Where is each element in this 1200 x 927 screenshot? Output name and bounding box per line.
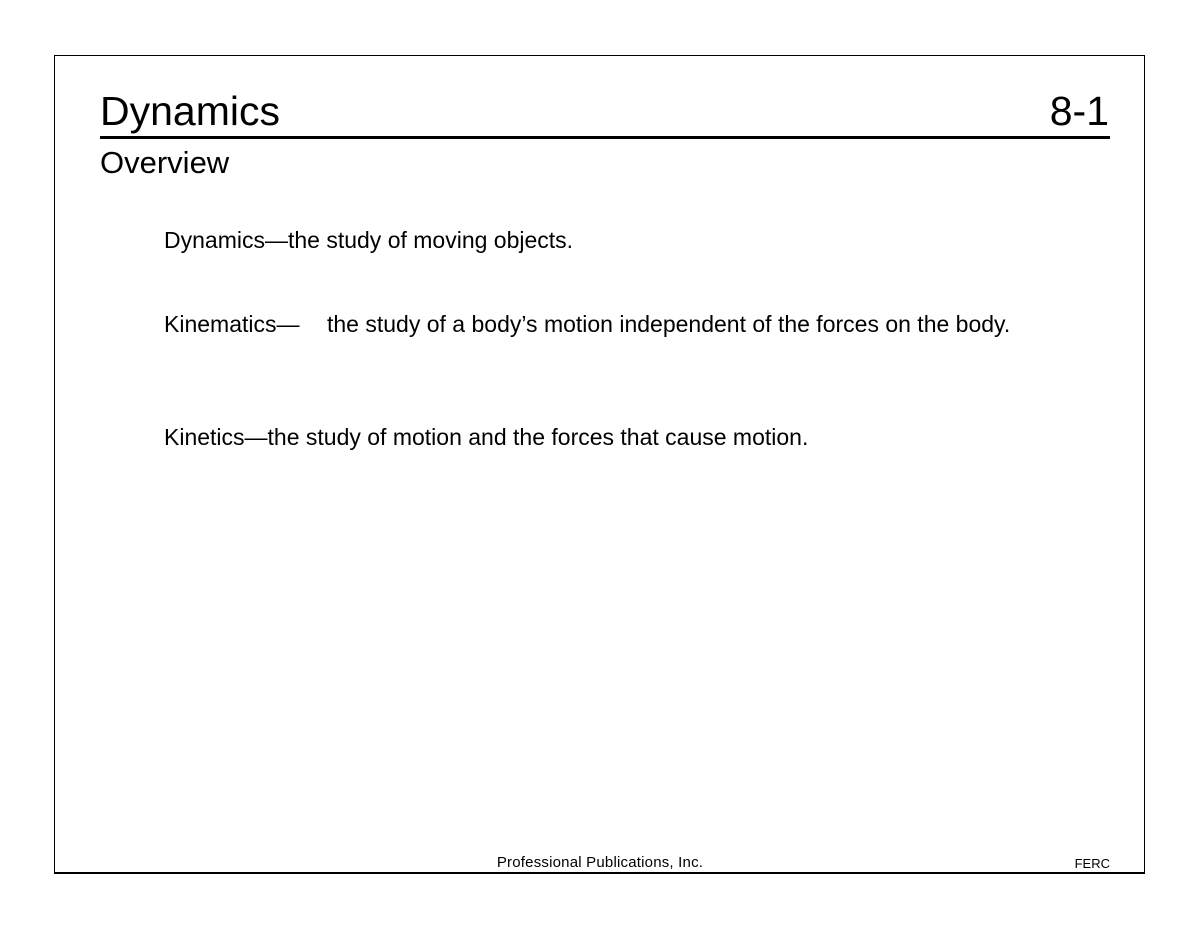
- definition-kinetics: Kinetics—the study of motion and the forces that cause motion.: [164, 424, 809, 450]
- slide-bottom-rule: [54, 872, 1145, 874]
- definition-kinematics-term: Kinematics—: [164, 311, 300, 337]
- footer-code: FERC: [1074, 856, 1110, 871]
- slide-subtitle: Overview: [100, 145, 230, 180]
- definition-kinematics-description: the study of a body’s motion independent of the forces on the body.: [327, 311, 1011, 337]
- slide-title: Dynamics: [100, 88, 280, 134]
- title-underline: [100, 136, 1110, 139]
- page-number: 8-1: [1049, 88, 1109, 134]
- footer-publisher: Professional Publications, Inc.: [496, 854, 704, 871]
- definition-dynamics: Dynamics—the study of moving objects.: [164, 227, 574, 253]
